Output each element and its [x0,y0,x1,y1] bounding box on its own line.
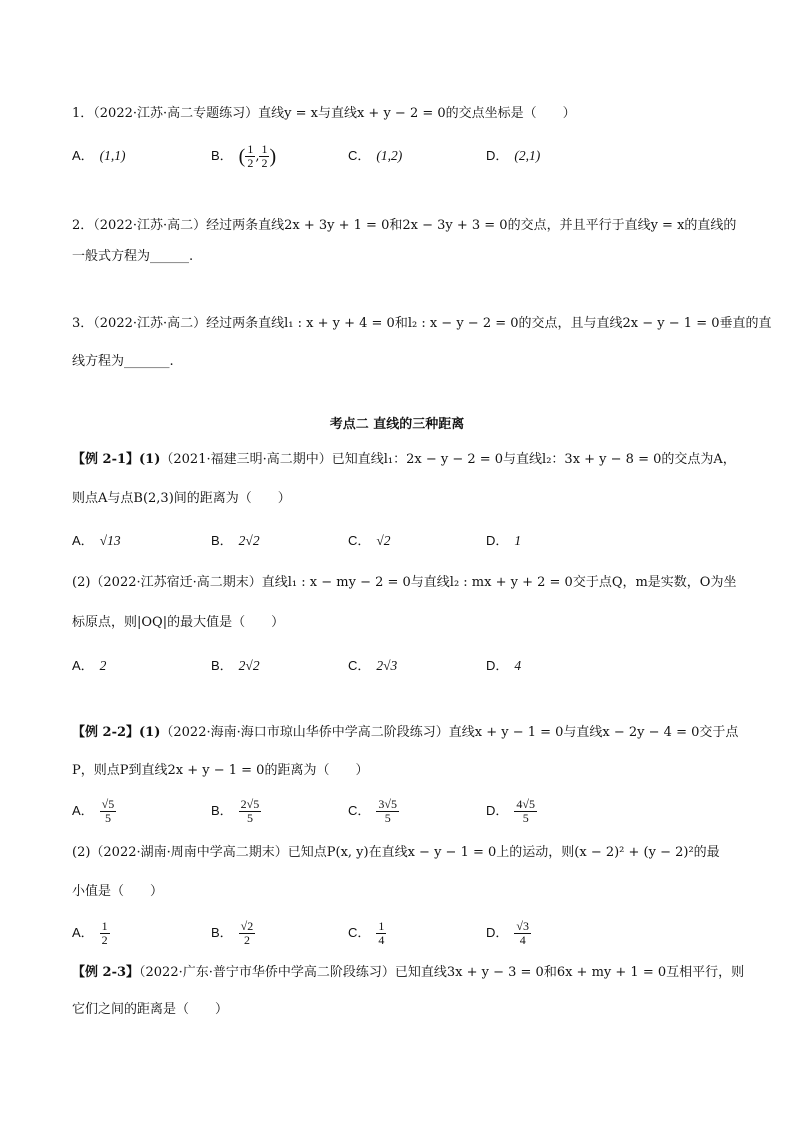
ex21-p2-options [72,653,632,679]
ex22-p2-option-c[interactable]: C． $\frac{1}{4}$ [348,919,385,947]
ex21-line1: 【例 2-1】(1)（2021·福建三明·高二期中）已知直线l₁：2x − y − 2 = 0与直线l₂：3x + y − 8 = 0的交点为A， [72,452,736,467]
ex22-option-b[interactable]: B． $\frac{2√5}{5}$ [211,797,260,825]
ex22-option-a[interactable]: A． $\frac{√5}{5}$ [72,797,115,825]
q1-option-b[interactable]: B． ( $\frac{1}{2}$ , $\frac{1}{2}$ ) [211,142,277,170]
ex21-tag: 【例 2-1】(1) [72,452,161,467]
ex21-line2: 则点A与点B(2,3)间的距离为（ ） [72,491,291,506]
q2-line1: 2．（2022·江苏·高二）经过两条直线2x + 3y + 1 = 0和2x − 3y + 3 = 0的交点，并且平行于直线y = x的直线的 [72,218,737,233]
q2-line2: 一般式方程为______. [72,249,194,264]
ex22-p2-option-b[interactable]: B． $\frac{√2}{2}$ [211,919,254,947]
ex22-line1: 【例 2-2】(1)（2022·海南·海口市琼山华侨中学高二阶段练习）直线x + y − 1 = 0与直线x − 2y − 4 = 0交于点 [72,725,739,740]
q3-line2: 线方程为_______. [72,354,174,369]
ex21-p2-option-c[interactable]: C． 2√3 [348,658,398,673]
ex21-option-a[interactable]: A． √13 [72,533,121,548]
ex23-tag: 【例 2-3】 [72,965,140,980]
q1-stem: 1．（2022·江苏·高二专题练习）直线y = x与直线x + y − 2 = 0的交点坐标是（ ） [72,106,576,121]
ex22-p2-line2: 小值是（ ） [72,884,164,899]
ex21-p2-option-b[interactable]: B． 2√2 [211,658,260,673]
ex21-options [72,528,632,554]
ex22-options [72,798,632,832]
ex21-option-c[interactable]: C． √2 [348,533,391,548]
ex21-p2-option-d[interactable]: D． 4 [486,658,522,673]
ex22-option-c[interactable]: C． $\frac{3√5}{5}$ [348,797,397,825]
ex21-p2-line2: 标原点，则|OQ|的最大值是（ ） [72,615,285,630]
ex22-p2-options [72,920,632,954]
ex22-p2-option-d[interactable]: D． $\frac{√3}{4}$ [486,919,529,947]
ex22-tag: 【例 2-2】(1) [72,725,161,740]
ex22-p2-line1: (2)（2022·湖南·周南中学高二期末）已知点P(x, y)在直线x − y − 1 = 0上的运动，则(x − 2)² + (y − 2)²的最 [72,845,720,860]
q1-option-d[interactable]: D． (2,1) [486,148,541,163]
q1-option-a[interactable]: A． (1,1) [72,148,126,163]
ex21-option-b[interactable]: B． 2√2 [211,533,260,548]
ex21-p2-option-a[interactable]: A． 2 [72,658,107,673]
ex21-option-d[interactable]: D． 1 [486,533,522,548]
q1-option-c[interactable]: C． (1,2) [348,148,403,163]
q3-line1: 3．（2022·江苏·高二）经过两条直线l₁ : x + y + 4 = 0和l₂ : x − y − 2 = 0的交点，且与直线2x − y − 1 = 0垂直的直 [72,316,772,331]
ex22-option-d[interactable]: D． $\frac{4√5}{5}$ [486,797,535,825]
ex22-line2: P，则点P到直线2x + y − 1 = 0的距离为（ ） [72,763,369,778]
ex23-line1: 【例 2-3】（2022·广东·普宁市华侨中学高二阶段练习）已知直线3x + y − 3 = 0和6x + my + 1 = 0互相平行，则 [72,965,745,980]
ex23-line2: 它们之间的距离是（ ） [72,1002,229,1017]
ex22-p2-option-a[interactable]: A． $\frac{1}{2}$ [72,919,108,947]
q1-options [72,143,632,169]
section-heading: 考点二 直线的三种距离 [329,417,465,432]
ex21-p2-line1: (2)（2022·江苏宿迁·高二期末）直线l₁ : x − my − 2 = 0与直线l₂ : mx + y + 2 = 0交于点Q，m是实数，O为坐 [72,575,737,590]
